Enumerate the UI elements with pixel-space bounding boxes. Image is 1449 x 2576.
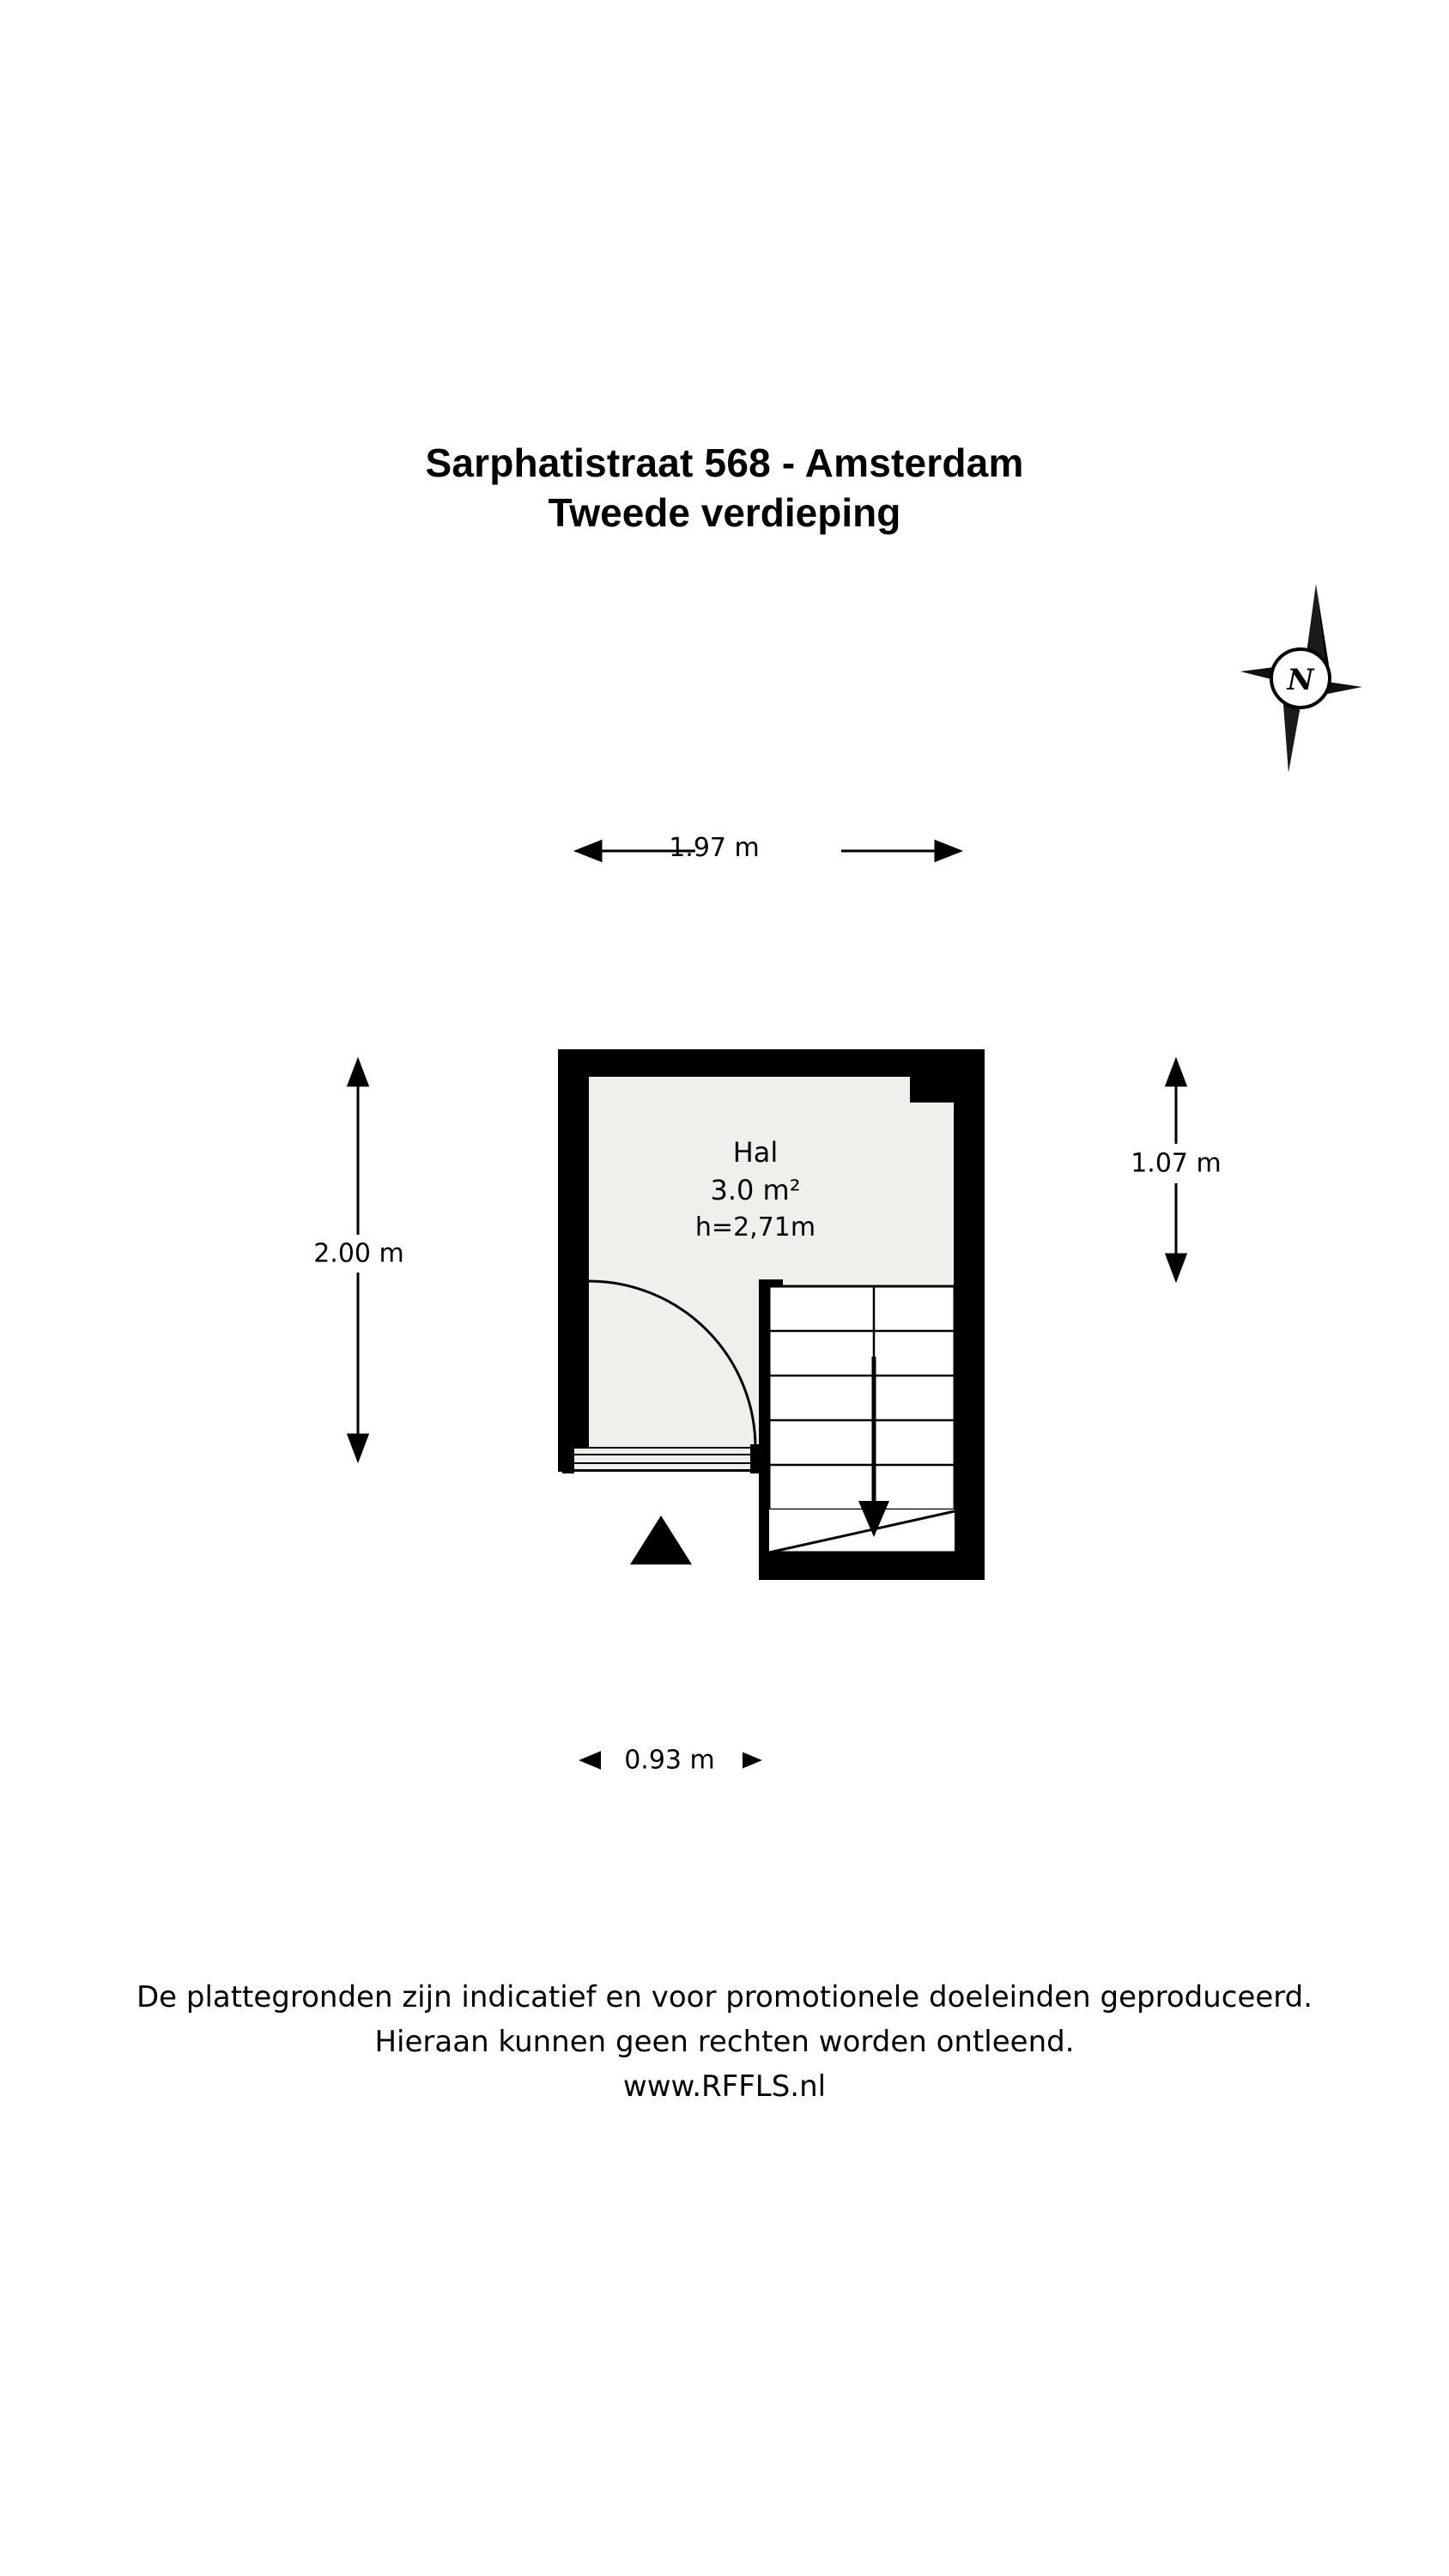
room-name: Hal [732, 1136, 779, 1169]
footer-website: www.RFFLS.nl [622, 2069, 827, 2104]
stairs-icon [769, 1286, 955, 1552]
room-area: 3.0 m² [710, 1174, 801, 1206]
room-label-hal [695, 1133, 815, 1247]
dimension-label-left: 2.00 m [313, 1238, 404, 1269]
dimension-label-right: 1.07 m [1131, 1148, 1222, 1179]
compass-north-label: N [1287, 663, 1314, 697]
title-floor: Tweede verdieping [548, 490, 901, 535]
dimension-label-bottom: 0.93 m [624, 1745, 715, 1776]
title-address: Sarphatistraat 568 - Amsterdam [425, 440, 1024, 485]
dimension-label-top: 1.97 m [669, 833, 760, 863]
footer-line-2: Hieraan kunnen geen rechten worden ontleend. [374, 2025, 1075, 2059]
footer-disclaimer [0, 1975, 1449, 2109]
footer-line-1: De plattegronden zijn indicatief en voor promotionele doeleinden geproduceerd. [136, 1980, 1313, 2014]
door-opening [562, 1444, 762, 1473]
dimension-arrow-top [577, 833, 960, 869]
room-height: h=2,71m [694, 1212, 816, 1242]
entry-triangle-icon [630, 1516, 692, 1564]
